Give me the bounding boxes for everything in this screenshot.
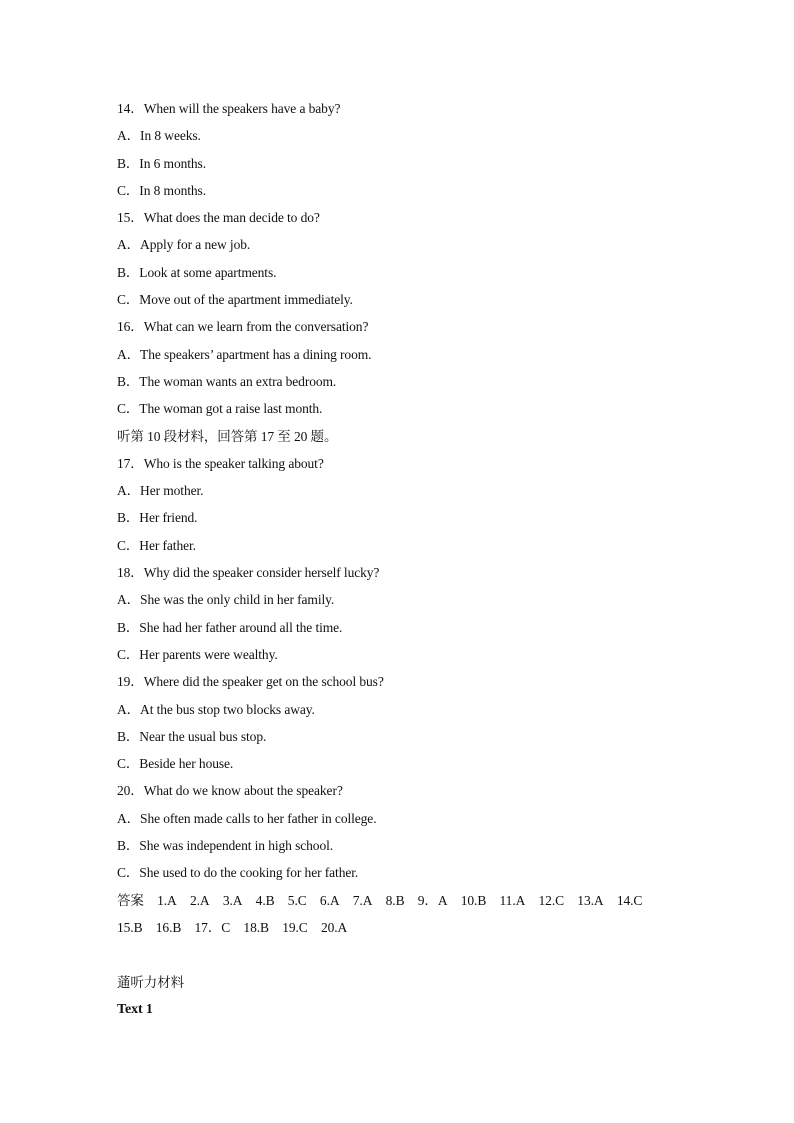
answer-key-label: 答案	[117, 892, 144, 908]
answer-item: 15.B	[117, 919, 143, 935]
option-17-b: B．Her friend.	[117, 510, 198, 526]
answer-key-row-1	[117, 887, 697, 914]
answer-item: 8.B	[385, 892, 405, 908]
option-17-a: A．Her mother.	[117, 483, 204, 499]
answer-item: 1.A	[157, 892, 177, 908]
option-15-a: A．Apply for a new job.	[117, 237, 251, 253]
option-19-b: B．Near the usual bus stop.	[117, 728, 267, 744]
option-19-a: A．At the bus stop two blocks away.	[117, 701, 315, 717]
question-18: 18．Why did the speaker consider herself lucky?	[117, 565, 380, 581]
answer-item: 3.A	[222, 892, 243, 908]
answer-item: 11.A	[499, 892, 526, 908]
option-16-a: A．The speakers’ apartment has a dining room.	[117, 346, 372, 362]
option-20-b: B．She was independent in high school.	[117, 838, 334, 854]
question-19: 19．Where did the speaker get on the school bus?	[117, 674, 384, 690]
answer-item: 20.A	[320, 919, 348, 935]
option-19-c: C．Beside her house.	[117, 756, 234, 772]
answer-item: 18.B	[243, 919, 269, 935]
answer-key-row-2	[117, 914, 697, 941]
answer-item: 10.B	[460, 892, 487, 908]
answer-item: 2.A	[189, 892, 210, 908]
answer-item: 12.C	[538, 892, 565, 908]
answer-item: 19.C	[282, 919, 308, 935]
option-16-b: B．The woman wants an extra bedroom.	[117, 373, 337, 389]
option-20-c: C．She used to do the cooking for her father.	[117, 865, 359, 881]
blank-line	[117, 941, 697, 968]
option-14-c: C．In 8 months.	[117, 182, 206, 198]
question-17: 17．Who is the speaker talking about?	[117, 455, 324, 471]
option-18-c: C．Her parents were wealthy.	[117, 646, 278, 662]
option-18-b: B．She had her father around all the time.	[117, 619, 343, 635]
text-heading: Text 1	[117, 1001, 153, 1017]
answer-item: 17．C	[194, 919, 231, 935]
section-instruction: 听第 10 段材料，回答第 17 至 20 题。	[117, 428, 338, 444]
option-14-a: A．In 8 weeks.	[117, 128, 201, 144]
answer-item: 7.A	[352, 892, 373, 908]
section-heading: 蓪听力材料	[117, 974, 184, 990]
option-16-c: C．The woman got a raise last month.	[117, 401, 323, 417]
answer-item: 14.C	[616, 892, 643, 908]
option-15-c: C．Move out of the apartment immediately.	[117, 292, 353, 308]
option-15-b: B．Look at some apartments.	[117, 264, 277, 280]
option-17-c: C．Her father.	[117, 537, 196, 553]
question-14: 14．When will the speakers have a baby?	[117, 101, 341, 116]
answer-item: 16.B	[155, 919, 182, 935]
answer-item: 4.B	[255, 892, 275, 908]
question-16: 16．What can we learn from the conversation?	[117, 319, 369, 335]
question-20: 20．What do we know about the speaker?	[117, 783, 343, 799]
option-20-a: A．She often made calls to her father in college.	[117, 810, 377, 826]
option-18-a: A．She was the only child in her family.	[117, 592, 335, 608]
answer-item: 5.C	[287, 892, 307, 908]
answer-item: 9．A	[417, 892, 448, 908]
option-14-b: B．In 6 months.	[117, 155, 206, 171]
question-15: 15．What does the man decide to do?	[117, 210, 320, 226]
answer-item: 13.A	[577, 892, 604, 908]
document-page	[117, 95, 697, 1023]
answer-item: 6.A	[319, 892, 340, 908]
